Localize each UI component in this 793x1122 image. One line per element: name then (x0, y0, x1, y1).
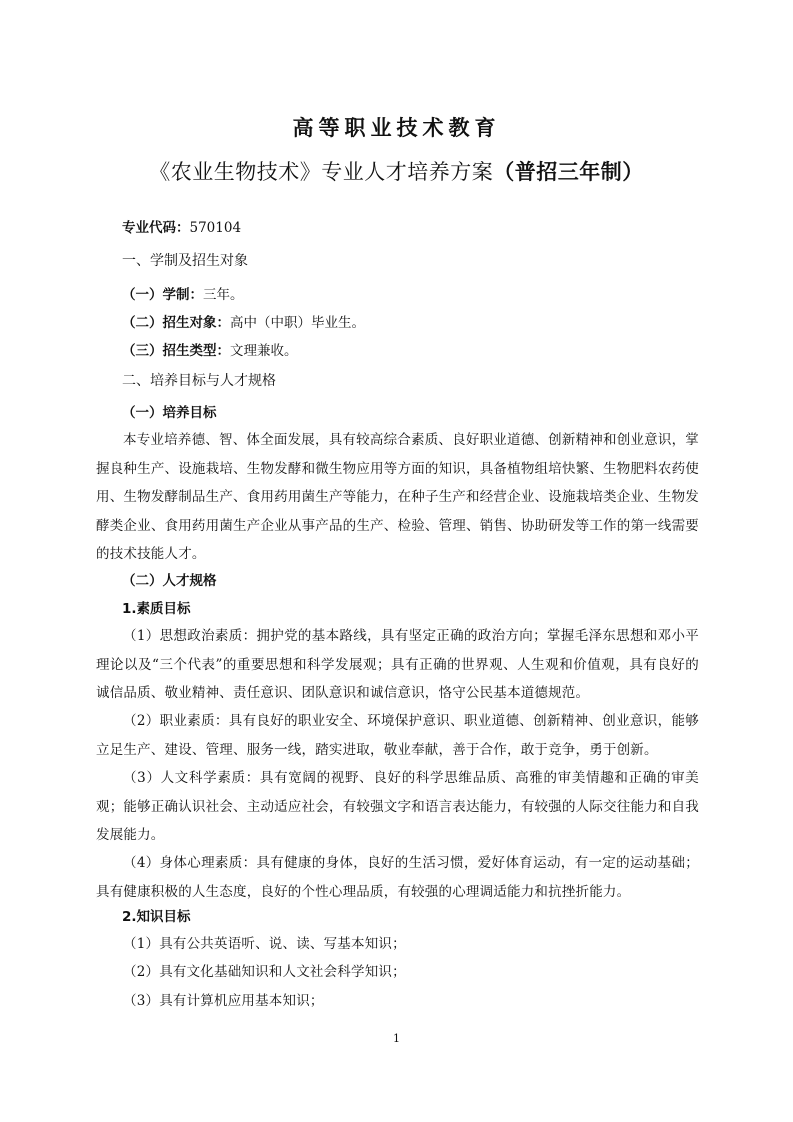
subtitle-suffix: （普招三年制） (493, 160, 644, 184)
document-subtitle (0, 156, 793, 186)
quality-item-2: （2）职业素质：具有良好的职业安全、环境保护意识、职业道德、创新精神、创业意识，能够立足生产、建设、管理、服务一线，踏实进取，敬业奉献，善于合作，敢于竞争，勇于创新。 (96, 713, 699, 758)
knowledge-heading: 2.知识目标 (122, 909, 191, 925)
item-label: （二）招生对象： (122, 315, 230, 331)
major-code (122, 218, 241, 238)
document-title: 高等职业技术教育 (292, 116, 501, 140)
item-label: （一）学制： (122, 287, 203, 303)
system-item (122, 285, 244, 305)
quality-item-4: （4）身体心理素质：具有健康的身体，良好的生活习惯，爱好体育运动，有一定的运动基础；具有健康积极的人生态度，良好的个性心理品质，有较强的心理调适能力和抗挫折能力。 (96, 855, 699, 900)
item-value: 三年。 (203, 287, 244, 303)
item-value: 文理兼收。 (230, 343, 298, 359)
item-label: （三）招生类型： (122, 343, 230, 359)
knowledge-item-3: （3）具有计算机应用基本知识； (123, 993, 324, 1009)
enrollment-type-item (122, 341, 298, 361)
knowledge-item-2: （2）具有文化基础知识和人文社会科学知识； (123, 964, 406, 980)
subtitle-main: 《农业生物技术》专业人才培养方案 (149, 160, 494, 184)
major-code-value: 570104 (189, 220, 242, 236)
quality-item-3: （3）人文科学素质：具有宽阔的视野、良好的科学思维品质、高雅的审美情趣和正确的审美观；能够正确认识社会、主动适应社会，有较强文字和语言表达能力，有较强的人际交往能力和自我发展能力。 (96, 770, 699, 843)
goal-paragraph: 本专业培养德、智、体全面发展，具有较高综合素质、良好职业道德、创新精神和创业意识，掌握良种生产、设施栽培、生物发酵和微生物应用等方面的知识，具备植物组培快繁、生物肥料农药使用、生物发酵制品生产、食用药用菌生产等能力，在种子生产和经营企业、设施栽培类企业、生物发酵类企业、食用药用菌生产企业从事产品的生产、检验、管理、销售、协助研发等工作的第一线需要的技术技能人才。 (96, 432, 699, 562)
knowledge-item-1: （1）具有公共英语听、说、读、写基本知识； (123, 936, 406, 952)
quality-item-1: （1）思想政治素质：拥护党的基本路线，具有坚定正确的政治方向；掌握毛泽东思想和邓小平理论以及“三个代表”的重要思想和科学发展观；具有正确的世界观、人生观和价值观，具有良好的诚信品质、敬业精神、责任意识、团队意识和诚信意识，恪守公民基本道德规范。 (96, 628, 699, 701)
spec-heading: （二）人才规格 (122, 573, 217, 589)
item-value: 高中（中职）毕业生。 (230, 315, 365, 331)
quality-heading: 1.素质目标 (122, 601, 191, 617)
enrollment-target-item (122, 313, 365, 333)
goal-heading: （一）培养目标 (122, 405, 217, 421)
section-1-heading: 一、学制及招生对象 (122, 253, 248, 269)
major-code-label: 专业代码： (122, 220, 190, 236)
page-number: 1 (393, 1032, 400, 1045)
section-2-heading: 二、培养目标与人才规格 (122, 373, 276, 389)
